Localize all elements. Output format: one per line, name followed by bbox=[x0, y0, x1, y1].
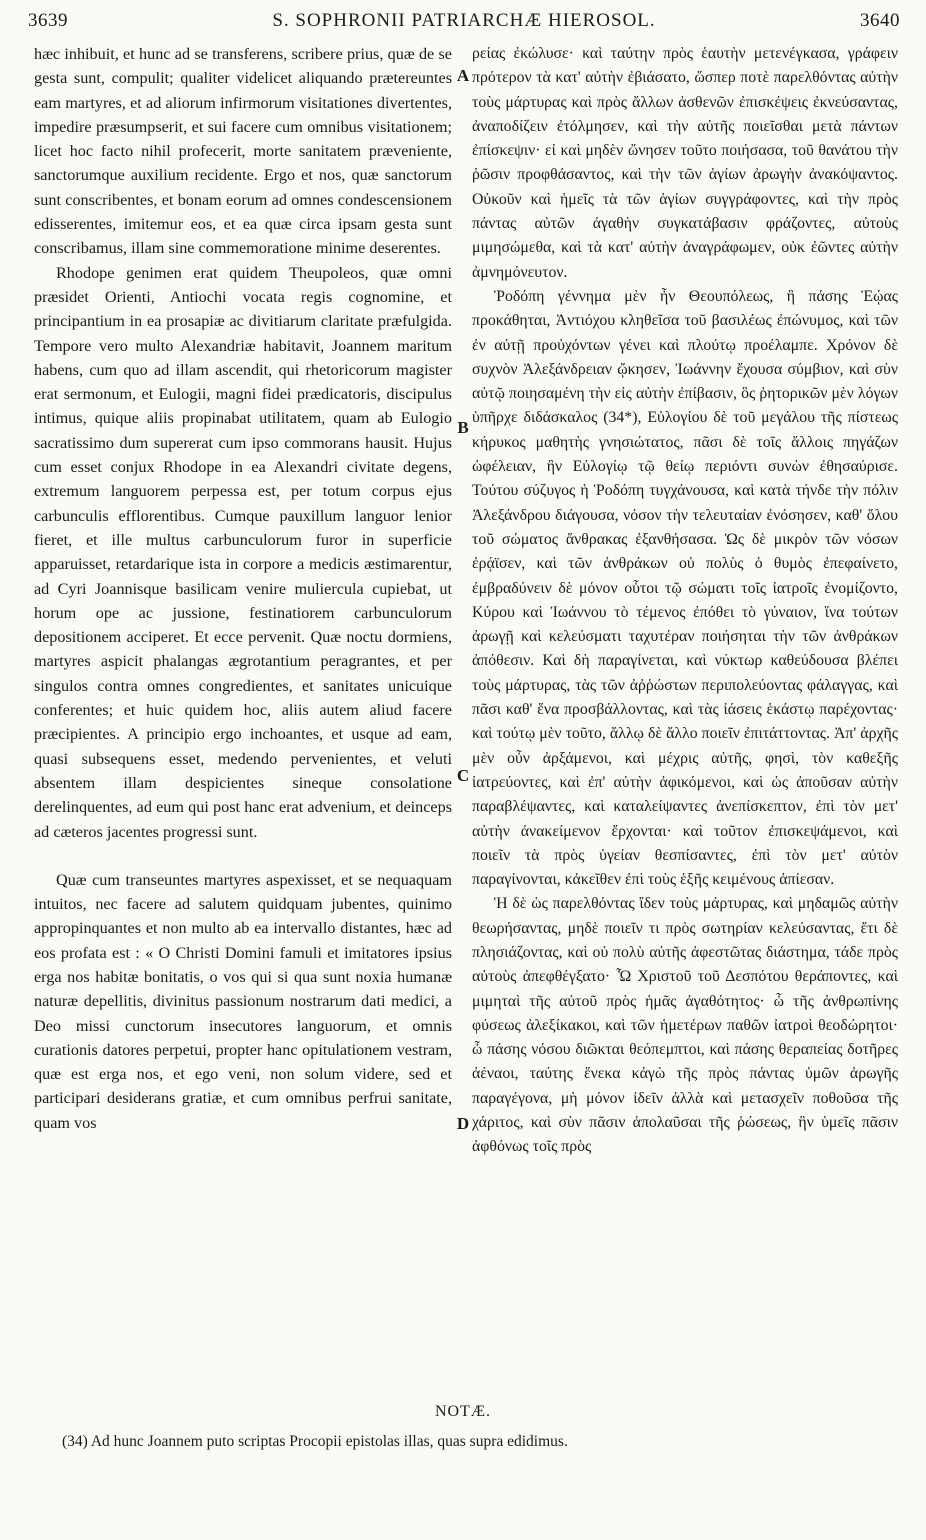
latin-column bbox=[34, 42, 452, 1135]
greek-column bbox=[472, 42, 898, 1160]
page-number-left: 3639 bbox=[28, 10, 68, 31]
running-title: S. SOPHRONII PATRIARCHÆ HIEROSOL. bbox=[272, 10, 656, 31]
notes-heading: NOTÆ. bbox=[434, 1403, 492, 1420]
latin-paragraph-3: Quæ cum transeuntes martyres aspexisset, et se nequaquam intuitos, nec facere ad salutem quidquam jubentes, quinimo appropinquantes et non multo ab ea intervallo distantes, hæc ad eos profata est : « O Christi Domini famuli et imitatores ipsius erga nos habitæ bonitatis, o vos qui si qua sunt noxia humanæ naturæ depellitis, divinitus passionum nostrarum dati medici, a Deo missi cunctorum insecutores languorum, et omnis curationis datores perpetui, propter hanc opitulationem vestram, quæ est erga nos, et ego veni, non solum videre, sed et participari desiderans gratiæ, et cum omnibus perfrui sanitate, quam vos bbox=[34, 870, 452, 1132]
section-marker-c: C bbox=[456, 766, 470, 785]
greek-paragraph-2: Ῥοδόπη γέννημα μὲν ἦν Θεουπόλεως, ἣ πάσης Ἑῴας προκάθηται, Ἀντιόχου κληθεῖσα τοῦ βασιλέως ἐπώνυμος, καὶ τῶν ἐν αὐτῇ προὐχόντων γένει καὶ πλούτῳ προέλαμπε. Χρόνον δὲ συχνὸν Ἀλεξάνδρειαν ᾤκησεν, Ἰωάννην ἔχουσα σύμβιον, καὶ σὺν αὐτῷ ποιησαμένη τὴν εἰς αὐτὴν ἐπίβασιν, ὃς ῥητορικῶν μὲν λόγων ὑπῆρχε διδάσκαλος (34*), Εὐλογίου δὲ τοῦ μεγάλου τῆς πίστεως κήρυκος μαθητὴς γνησιώτατος, πᾶσι δὲ τοῖς ἄλλοις πηγάζων ὠφέλειαν, ἣν Εὐλογίῳ τῷ θείῳ περιόντι συνὼν ἐθησαύρισε. Τούτου σύζυγος ἡ Ῥοδόπη τυγχάνουσα, καὶ κατὰ τήνδε τὴν πόλιν Ἀλεξάνδρου διάγουσα, νόσον τὴν τελευταίαν ἐνόσησεν, καθ' ὅλου τοῦ σώματος ἄνθρακας ἐξανθήσασα. Ὡς δὲ μικρὸν τῶν νόσων ἐρᾴϊσεν, καὶ τῶν ἀνθράκων οὐ πολὺς ὁ θυμὸς ἐπεφαίνετο, ἐμβραδύνειν δὲ μόνον οὗτοι τῷ σώματι τοῖς ἰατροῖς ἐνομίζοντο, Κύρου καὶ Ἰωάννου τὸ τέμενος ἐπόθει τὸ γύναιον, ἵνα τούτων ἀρωγῇ καὶ κελεύσματι ταχυτέραν ποιήσηται τὴν τῶν ἀνθράκων ἀπόθεσιν. Καὶ δὴ παραγίνεται, καὶ νύκτωρ καθεύδουσα βλέπει τοὺς μάρτυρας, τὰς τῶν ἀῤῥώστων περιπολεύοντας φάλαγγας, καὶ πᾶσι καθ' ἕνα προσβάλλοντας, καὶ τὰς ἰάσεις ἑκάστῳ παρέχοντας· καὶ τούτῳ μὲν τοῦτο, ἄλλῳ δὲ ἄλλο ποιεῖν ἐπιτάττοντας. Ἀπ' ἀρχῆς μὲν οὖν ἀρξάμενοι, καὶ μέχρις αὐτῆς, φησὶ, τὸν καθεξῆς ἰατρεύοντες, καὶ ἐπ' αὐτὴν ἀφικόμενοι, καὶ ὡς ἀποῦσαν αὐτὴν παραβλέψαντες, καὶ καταλείψαντες ἀνεπίσκεπτον, ἐπὶ τὸν μετ' αὐτὴν ἀνακείμενον ἔρχονται· καὶ τοῦτον ἐπισκεψάμενοι, καὶ ποιεῖν τὰ πρὸς ὑγείαν θεσπίσαντες, ἐπὶ τὸν μετ' αὐτὸν παραγίνονται, κἀκεῖθεν ἐπὶ τοὺς ἑξῆς κειμένους ἀπίεσαν. bbox=[472, 287, 898, 889]
greek-paragraph-1: ρείας ἐκώλυσε· καὶ ταύτην πρὸς ἑαυτὴν μετενέγκασα, γράφειν πρότερον τὰ κατ' αὐτὴν ἐβιάσατο, ὥσπερ ποτὲ παρελθόντας αὐτὴν τοὺς μάρτυρας καὶ πρὸς ἄλλων ἀσθενῶν ἐπισκέψεις ἐκνεύσαντας, ἀναποδίζειν ἐτόλμησεν, καὶ τὴν αὐτῆς ποιεῖσθαι μετὰ πάντων ἐπίσκεψιν· εἰ καὶ μηδὲν ὤνησεν τοῦτο ποιήσασα, τοῦ θανάτου τὴν ῥῶσιν προφθάσαντος, καὶ τὴν τῶν ἁγίων ἀρωγὴν ἀνακόψαντος. Οὐκοῦν καὶ ἡμεῖς τὰ τῶν ἁγίων συγγράφοντες, καὶ τὴν πρὸς πάντας αὐτῶν ἀγαθὴν συγκατάβασιν φράζοντες, αὐτοὺς μιμησώμεθα, καὶ τὰ κατ' αὐτὴν ἀναγράφωμεν, οὐκ ἐῶντες αὐτὴν ἀμνημόνευτον. bbox=[472, 45, 898, 281]
greek-paragraph-3: Ἡ δὲ ὡς παρελθόντας ἴδεν τοὺς μάρτυρας, καὶ μηδαμῶς αὐτὴν θεωρήσαντας, μηδὲ ποιεῖν τι πρὸς σωτηρίαν κελεύσαντας, ἔτι δὲ πλησιάζοντας, καὶ οὐ πολὺ αὐτῆς ἀφεστῶτας διάστημα, τάδε πρὸς αὐτοὺς ἀπεφθέγξατο· Ὦ Χριστοῦ τοῦ Δεσπότου θεράποντες, καὶ μιμηταὶ τῆς αὐτοῦ πρὸς ἡμᾶς ἀγαθότητος· ὦ τῆς ἀνθρωπίνης φύσεως ἀλεξίκακοι, καὶ τῶν ἡμετέρων παθῶν ἰατροὶ θεοδώρητοι· ὦ πάσης νόσου διῶκται θεόπεμπτοι, καὶ πάσης θεραπείας δοτῆρες ἀέναοι, ταύτης ἕνεκα κἀγὼ τῆς πρὸς πάντας ὑμῶν ἀρωγῆς παραγέγονα, μὴ μόνον ἰδεῖν ἀλλὰ καὶ μετασχεῖν ποθοῦσα τῆς χάριτος, καὶ σὺν πᾶσιν ἀπολαῦσαι τῆς ῥώσεως, ἣν ὑμεῖς πᾶσιν ἀφθόνως τοῖς πρὸς bbox=[472, 895, 898, 1156]
running-header bbox=[28, 6, 900, 38]
footnote-34: (34) Ad hunc Joannem puto scriptas Procopii epistolas illas, quas supra edidimus. bbox=[62, 1433, 568, 1450]
section-marker-a: A bbox=[456, 66, 470, 85]
latin-paragraph-2: Rhodope genimen erat quidem Theupoleos, quæ omni præsidet Orienti, Antiochi vocata regis cognomine, et principantium in ea prosapiæ ac divitiarum claritate præfulgida. Tempore vero multo Alexandriæ habitavit, Joannem maritum habens, cum quo ad illam ascendit, qui rhetoricorum magister erat sermonum, et Eulogii, magni fidei prædicatoris, discipulus intimus, quique aliis propinabat utilitatem, quam ab Eulogio sacratissimo dum supererat cum ipso commorans hausit. Hujus cum esset conjux Rhodope in ea Alexandri civitate degens, extremum languorem perpessa est, per totum corpus ejus carbunculis efflorentibus. Cumque pauxillum languor lenior fieret, et ille multus carbunculorum furor in superficie apparuisset, retardarique ista in corpore a medicis æstimarentur, ad Cyri Joannisque basilicam venire muliercula cupiebat, ut horum ope ac jussione, festinatiorem carbunculorum depositionem acciperet. Et ecce pervenit. Quæ noctu dormiens, martyres aspicit phalangas ægrotantium peragrantes, et per singulos contra omnes congredientes, et sanitates unicuique conferentes; et huic quidem hoc, aliis autem aliud facere præcipientes. A principio ergo inchoantes, et usque ad eam, quasi subsequens esset, medendo pervenientes, et veluti absentem illam despicientes sineque consolatione derelinquentes, ad eum qui post hanc erat advenium, et deinceps ad cæteros jacentes progressi sunt. bbox=[34, 263, 452, 841]
section-marker-b: B bbox=[457, 418, 469, 437]
section-marker-d: D bbox=[456, 1114, 470, 1133]
page-number-right: 3640 bbox=[860, 10, 900, 31]
latin-paragraph-1: hæc inhibuit, et hunc ad se transferens, scribere prius, quæ de se gesta sunt, compulit; qualiter videlicet aliquando prætereuntes eam martyres, et ad aliorum infirmorum visitationes divertentes, impedire præsumpserit, et sui facere cum omnibus visitationem; licet hoc facto nihil profecerit, morte sanitatem præveniente, sanctorumque auxilium recidente. Ergo et nos, quæ sanctorum sunt conscribentes, et bonam eorum ad omnes condescensionem edisserentes, imitemur eos, et ea quæ circa ipsam gesta sunt conscribamus, illam sine commemoratione minime deserentes. bbox=[34, 45, 452, 258]
